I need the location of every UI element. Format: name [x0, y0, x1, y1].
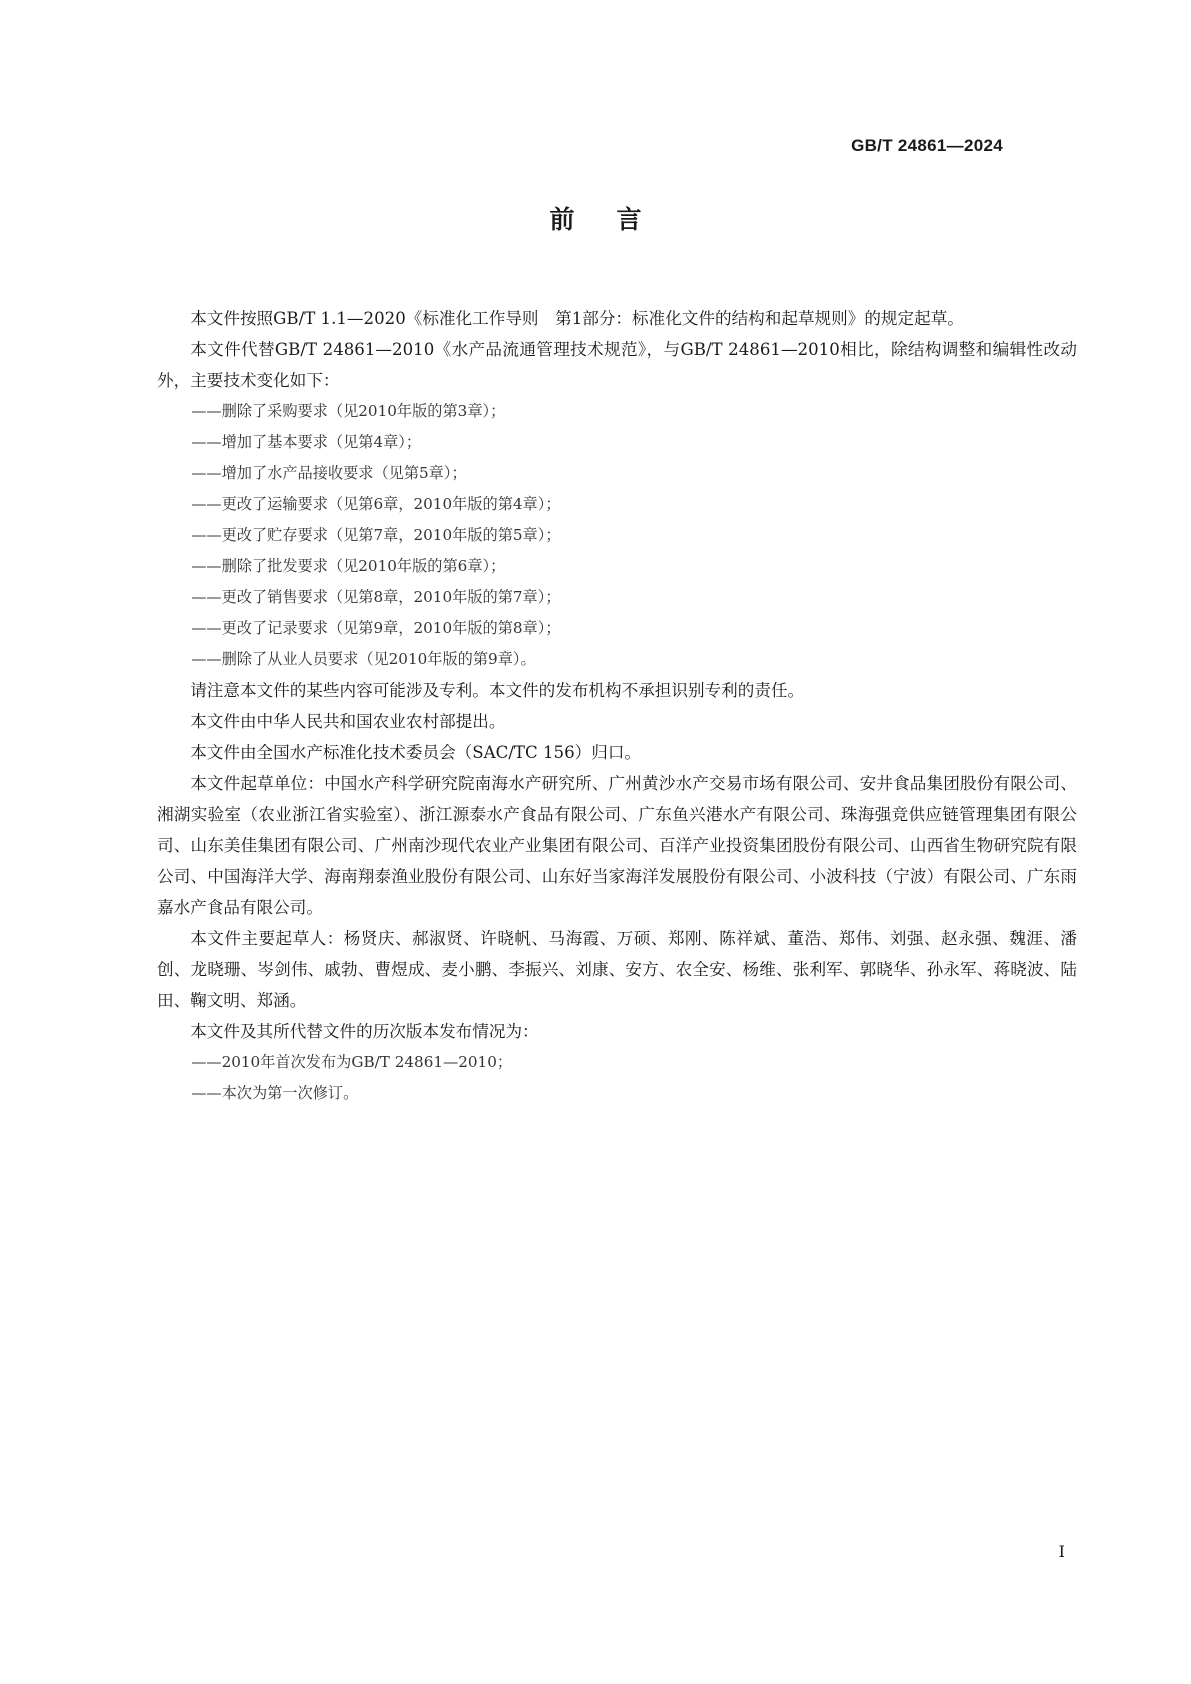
version-item: ——本次为第一次修订。 — [191, 1084, 359, 1102]
change-item: ——删除了从业人员要求（见2010年版的第9章）。 — [191, 650, 536, 668]
page-number: I — [1058, 1542, 1065, 1561]
page-title: 前言 — [549, 205, 684, 234]
change-item: ——增加了基本要求（见第4章）； — [191, 433, 422, 451]
paragraph-committee: 本文件由全国水产标准化技术委员会（SAC/TC 156）归口。 — [190, 743, 642, 762]
paragraph-drafters: 本文件主要起草人：杨贤庆、郝淑贤、许晓帆、马海霞、万硕、郑刚、陈祥斌、董浩、郑伟、刘强、赵永强、魏涯、潘创、龙晓珊、岑剑伟、戚勃、曹煜成、麦小鹏、李振兴、刘康、安方、农全安、杨维、张利军、郭晓华、孙永军、蒋晓波、陆田、鞠文明、郑涵。 — [157, 929, 1077, 1010]
change-item: ——更改了贮存要求（见第7章，2010年版的第5章）； — [191, 526, 561, 544]
document-code: GB/T 24861—2024 — [851, 136, 1003, 155]
change-item: ——更改了运输要求（见第6章，2010年版的第4章）； — [191, 495, 561, 513]
change-item: ——增加了水产品接收要求（见第5章）； — [191, 464, 467, 482]
paragraph-drafting-units: 本文件起草单位：中国水产科学研究院南海水产研究所、广州黄沙水产交易市场有限公司、安井食品集团股份有限公司、湘湖实验室（农业浙江省实验室）、浙江源泰水产食品有限公司、广东鱼兴港水产有限公司、珠海强竞供应链管理集团有限公司、山东美佳集团有限公司、广州南沙现代农业产业集团有限公司、百洋产业投资集团股份有限公司、山西省生物研究院有限公司、中国海洋大学、海南翔泰渔业股份有限公司、山东好当家海洋发展股份有限公司、小波科技（宁波）有限公司、广东雨嘉水产食品有限公司。 — [157, 774, 1077, 917]
paragraph-version-history: 本文件及其所代替文件的历次版本发布情况为： — [190, 1022, 539, 1041]
paragraph-replacement: 本文件代替GB/T 24861—2010《水产品流通管理技术规范》，与GB/T 24861—2010相比，除结构调整和编辑性改动外，主要技术变化如下： — [157, 340, 1077, 390]
change-item: ——更改了记录要求（见第9章，2010年版的第8章）； — [191, 619, 561, 637]
change-item: ——删除了采购要求（见2010年版的第3章）； — [191, 402, 506, 420]
paragraph-proposer: 本文件由中华人民共和国农业农村部提出。 — [190, 712, 506, 731]
preface-body — [157, 303, 1077, 1109]
version-item: ——2010年首次发布为GB/T 24861—2010； — [191, 1053, 513, 1071]
change-item: ——删除了批发要求（见2010年版的第6章）； — [191, 557, 506, 575]
change-item: ——更改了销售要求（见第8章，2010年版的第7章）； — [191, 588, 561, 606]
paragraph-drafting-basis: 本文件按照GB/T 1.1—2020《标准化工作导则 第1部分：标准化文件的结构和起草规则》的规定起草。 — [190, 309, 964, 328]
paragraph-patent-notice: 请注意本文件的某些内容可能涉及专利。本文件的发布机构不承担识别专利的责任。 — [190, 681, 805, 700]
